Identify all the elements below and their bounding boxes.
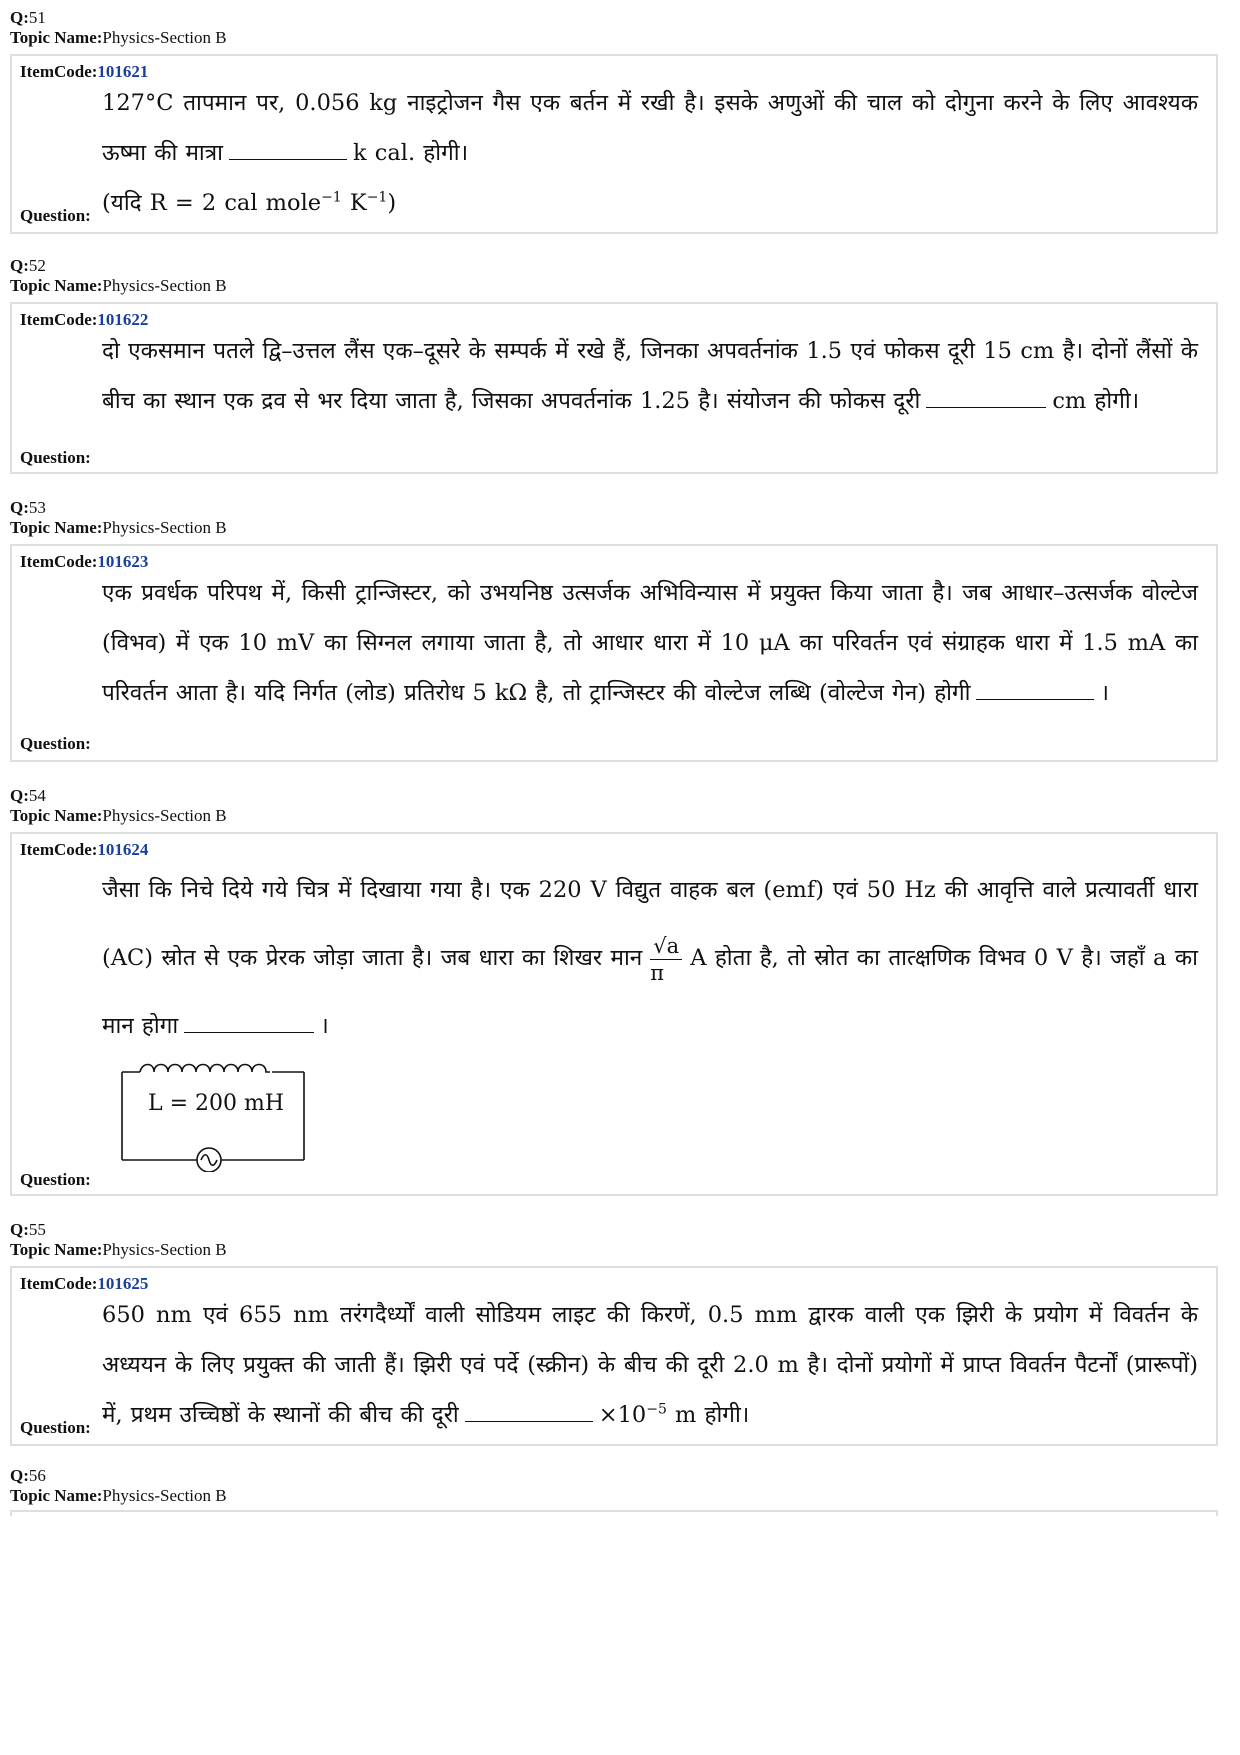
answer-blank [926, 387, 1046, 408]
question-header-56: Q:56 Topic Name:Physics-Section B [10, 1466, 227, 1505]
item-code: ItemCode:101622 [20, 310, 149, 329]
topic-name: Physics-Section B [102, 518, 227, 537]
item-code: ItemCode:101621 [20, 62, 149, 81]
question-box-54 [10, 832, 1218, 1196]
item-code: ItemCode:101623 [20, 552, 149, 571]
question-text-54: जैसा कि निचे दिये गये चित्र में दिखाया गया है। एक 220 V विद्युत वाहक बल (emf) एवं 50 Hz की आवृत्ति वाले प्रत्यावर्ती धारा (AC) स्रोत से एक प्रेरक जोड़ा जाता है। जब धारा का शिखर मान $\frac{√a}{\pi}$ A होता है, तो स्रोत का तात्क्षणिक विभव 0 V है। जहाँ a का मान होगा । [102, 877, 1198, 1039]
question-text-55: 650 nm एवं 655 nm तरंगदैर्ध्यों वाली सोडियम लाइट की किरणें, 0.5 mm द्वारक वाली एक झिरी के प्रयोग में विवर्तन के अध्ययन के लिए प्रयुक्त की जाती हैं। झिरी एवं पर्दे (स्क्रीन) के बीच की दूरी 2.0 m है। दोनों प्रयोगों में प्राप्त विवर्तन पैटर्नों (प्रारूपों) में, प्रथम उच्चिष्ठों के स्थानों की बीच की दूरी $\times 10^{-5}$ m होगी। [102, 1302, 1198, 1428]
question-label: Question: [20, 206, 91, 225]
question-text-51: 127°C तापमान पर, 0.056 kg नाइट्रोजन गैस एक बर्तन में रखी है। इसके अणुओं की चाल को दोगुना करने के लिए आवश्यक ऊष्मा की मात्रा k cal. होगी। (यदि R = 2 cal mole$^{-1}$ $K^{-1}$) [102, 90, 1198, 216]
question-box-52 [10, 302, 1218, 474]
question-header-51: Q:51 Topic Name:Physics-Section B [10, 8, 227, 47]
question-header-55: Q:55 Topic Name:Physics-Section B [10, 1220, 227, 1259]
topic-name: Physics-Section B [102, 1240, 227, 1259]
question-label: Question: [20, 448, 91, 467]
question-number: 55 [28, 1220, 46, 1239]
fraction: $\frac{√a}{\pi}$ [650, 933, 682, 986]
question-number: 56 [28, 1466, 46, 1485]
question-text-52: दो एकसमान पतले द्वि–उत्तल लैंस एक–दूसरे के सम्पर्क में रखे हैं, जिनका अपवर्तनांक 1.5 एवं फोकस दूरी 15 cm है। दोनों लैंसों के बीच का स्थान एक द्रव से भर दिया जाता है, जिसका अपवर्तनांक 1.25 है। संयोजन की फोकस दूरी cm होगी। [102, 338, 1198, 414]
answer-blank [184, 1012, 314, 1033]
answer-blank [465, 1401, 593, 1422]
question-label: Question: [20, 1418, 91, 1437]
topic-name: Physics-Section B [102, 806, 227, 825]
question-number: 54 [28, 786, 46, 805]
question-number: 52 [28, 256, 46, 275]
answer-blank [976, 679, 1094, 700]
topic-name: Physics-Section B [102, 28, 227, 47]
question-label: Question: [20, 1170, 91, 1189]
question-box-53 [10, 544, 1218, 762]
item-code: ItemCode:101625 [20, 1274, 149, 1293]
inductor-label: L = 200 mH [148, 1091, 285, 1116]
topic-name: Physics-Section B [102, 276, 227, 295]
topic-name: Physics-Section B [102, 1486, 227, 1505]
item-code: ItemCode:101624 [20, 840, 149, 859]
question-box-51 [10, 54, 1218, 234]
question-box-56 [10, 1510, 1218, 1516]
question-text-53: एक प्रवर्धक परिपथ में, किसी ट्रान्जिस्टर, को उभयनिष्ठ उत्सर्जक अभिविन्यास में प्रयुक्त किया जाता है। जब आधार–उत्सर्जक वोल्टेज (विभव) में एक 10 mV का सिग्नल लगाया जाता है, तो आधार धारा में 10 μA का परिवर्तन एवं संग्राहक धारा में 1.5 mA का परिवर्तन आता है। यदि निर्गत (लोड) प्रतिरोध 5 kΩ है, तो ट्रान्जिस्टर की वोल्टेज लब्धि (वोल्टेज गेन) होगी । [102, 580, 1198, 706]
inductor-circuit-diagram [114, 1060, 314, 1172]
question-number: 51 [28, 8, 46, 27]
question-header-52: Q:52 Topic Name:Physics-Section B [10, 256, 227, 295]
question-label: Question: [20, 734, 91, 753]
answer-blank [229, 139, 347, 160]
question-header-53: Q:53 Topic Name:Physics-Section B [10, 498, 227, 537]
question-number: 53 [28, 498, 46, 517]
inductor-coil-icon [140, 1065, 270, 1073]
question-box-55 [10, 1266, 1218, 1446]
question-header-54: Q:54 Topic Name:Physics-Section B [10, 786, 227, 825]
